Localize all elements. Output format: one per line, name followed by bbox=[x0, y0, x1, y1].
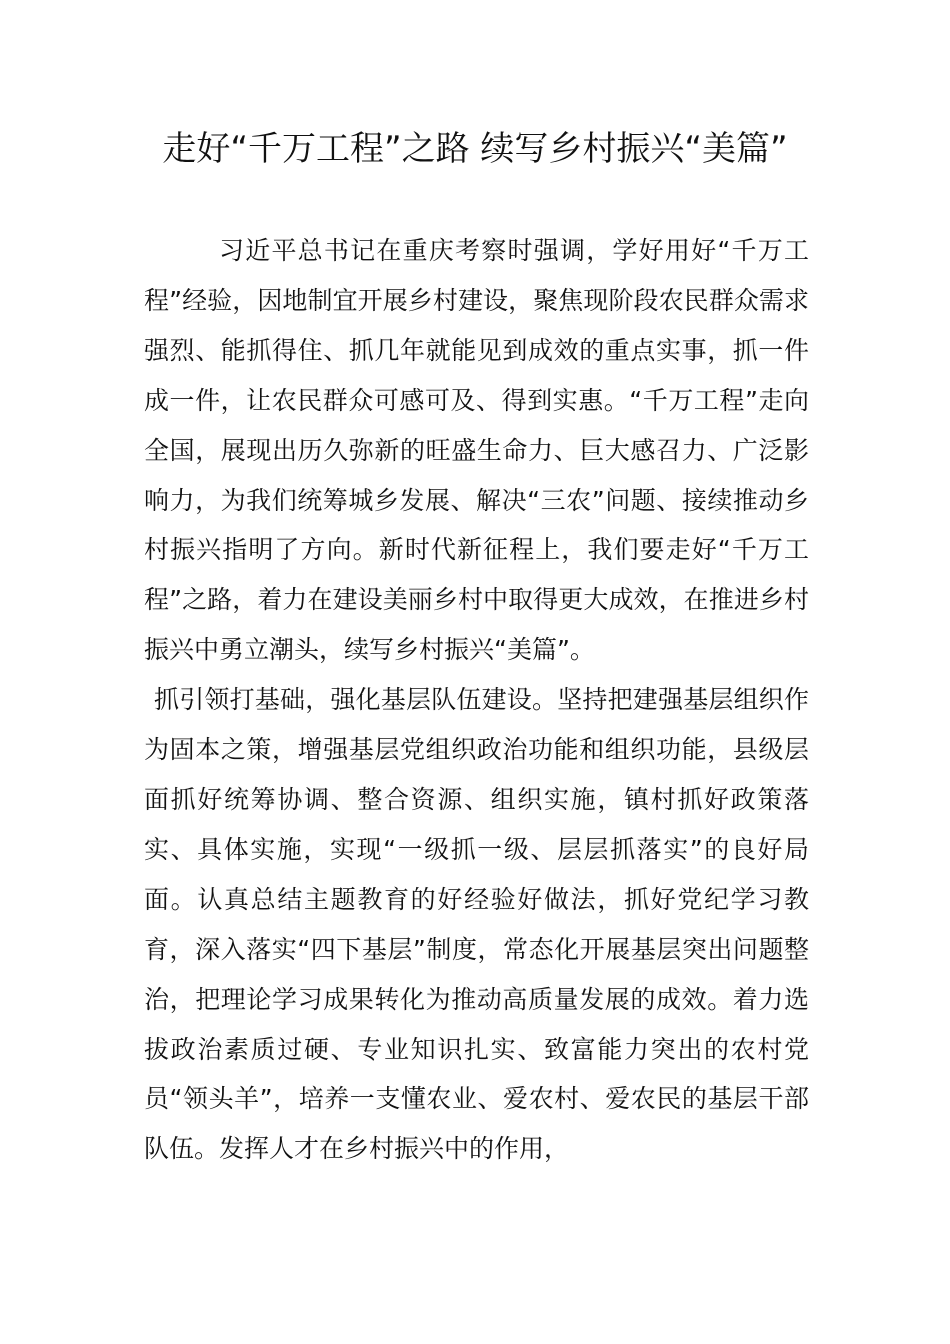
document-title: 走好“千万工程”之路 续写乡村振兴“美篇” bbox=[162, 129, 788, 169]
paragraph-intro: 习近平总书记在重庆考察时强调，学好用好“千万工程”经验，因地制宜开展乡村建设，聚焦现阶段农民群众需求强烈、能抓得住、抓几年就能见到成效的重点实事，抓一件成一件，让农民群众可感可及、得到实惠。“千万工程”走向全国，展现出历久弥新的旺盛生命力、巨大感召力、广泛影响力，为我们统筹城乡发展、解决“三农”问题、接续推动乡村振兴指明了方向。新时代新征程上，我们要走好“千万工程”之路，着力在建设美丽乡村中取得更大成效，在推进乡村振兴中勇立潮头，续写乡村振兴“美篇”。 bbox=[144, 236, 809, 665]
document-body bbox=[144, 226, 809, 1174]
paragraph-grassroots-team: 抓引领打基础，强化基层队伍建设。坚持把建强基层组织作为固本之策，增强基层党组织政治功能和组织功能，县级层面抓好统筹协调、整合资源、组织实施，镇村抓好政策落实、具体实施，实现“一级抓一级、层层抓落实”的良好局面。认真总结主题教育的好经验好做法，抓好党纪学习教育，深入落实“四下基层”制度，常态化开展基层突出问题整治，把理论学习成果转化为推动高质量发展的成效。着力选拔政治素质过硬、专业知识扎实、致富能力突出的农村党员“领头羊”，培养一支懂农业、爱农村、爱农民的基层干部队伍。发挥人才在乡村振兴中的作用， bbox=[144, 685, 809, 1164]
